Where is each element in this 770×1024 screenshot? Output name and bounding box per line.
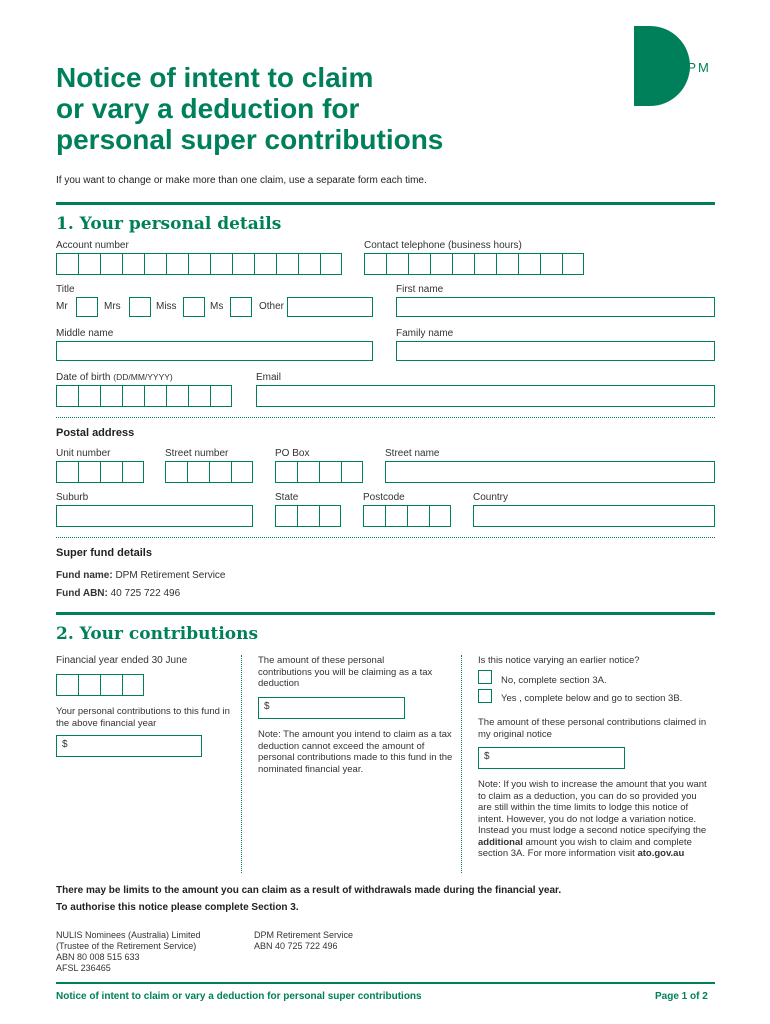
street-name-input[interactable]	[385, 461, 715, 483]
limits-note: There may be limits to the amount you can claim as a result of withdrawals made during the financial year.	[56, 885, 562, 896]
page-title	[56, 62, 576, 155]
service-details	[254, 930, 353, 952]
middle-name-label: Middle name	[56, 328, 114, 339]
first-name-input[interactable]	[396, 297, 715, 317]
ato-link[interactable]: ato.gov.au	[637, 848, 685, 859]
option-no-label: No, complete section 3A.	[501, 675, 607, 686]
unit-number-input[interactable]	[56, 461, 144, 483]
state-label: State	[275, 492, 299, 503]
option-yes-checkbox[interactable]	[478, 689, 492, 703]
claim-amount-label: The amount of these personal contributions you will be claiming as a tax deduction	[258, 655, 433, 689]
financial-year-input[interactable]	[56, 674, 144, 696]
fund-abn-label: Fund ABN:	[56, 588, 108, 599]
street-name-label: Street name	[385, 448, 440, 459]
column-divider	[461, 655, 462, 873]
claim-amount-input[interactable]: $	[258, 697, 405, 719]
page-number: Page 1 of 2	[655, 991, 708, 1002]
street-number-input[interactable]	[165, 461, 253, 483]
postcode-label: Postcode	[363, 492, 405, 503]
trustee-line: (Trustee of the Retirement Service)	[56, 941, 197, 951]
fund-name-value: DPM Retirement Service	[115, 570, 226, 581]
street-number-label: Street number	[165, 448, 229, 459]
claim-note: Note: The amount you intend to claim as a tax deduction cannot exceed the amount of personal contributions made to this fund in the nominated financial year.	[258, 729, 453, 775]
footer-rule	[56, 982, 715, 984]
option-yes-label: Yes , complete below and go to section 3B.	[501, 693, 683, 704]
po-box-label: PO Box	[275, 448, 310, 459]
email-input[interactable]	[256, 385, 715, 407]
title-line-2: or vary a deduction for	[56, 93, 360, 124]
title-mr-checkbox[interactable]	[76, 297, 98, 317]
contact-phone-label: Contact telephone (business hours)	[364, 240, 522, 251]
fund-abn	[56, 588, 180, 599]
trustee-details	[56, 930, 201, 974]
section-rule	[56, 202, 715, 205]
trustee-line: AFSL 236465	[56, 963, 111, 973]
trustee-line: NULIS Nominees (Australia) Limited	[56, 930, 201, 940]
title-miss-label: Miss	[156, 301, 177, 312]
state-input[interactable]	[275, 505, 341, 527]
middle-name-input[interactable]	[56, 341, 373, 361]
suburb-input[interactable]	[56, 505, 253, 527]
footer-title: Notice of intent to claim or vary a deduction for personal super contributions	[56, 991, 422, 1002]
fund-abn-value: 40 725 722 496	[110, 588, 181, 599]
financial-year-label: Financial year ended 30 June	[56, 655, 188, 666]
column-divider	[241, 655, 242, 873]
country-label: Country	[473, 492, 509, 503]
section2-heading: 2. Your contributions	[56, 624, 259, 644]
title-other-label: Other	[259, 301, 285, 312]
service-line: ABN 40 725 722 496	[254, 941, 338, 951]
family-name-input[interactable]	[396, 341, 715, 361]
trustee-line: ABN 80 008 515 633	[56, 952, 140, 962]
title-other-input[interactable]	[287, 297, 373, 317]
fund-name	[56, 570, 225, 581]
title-line-3: personal super contributions	[56, 124, 444, 155]
dob-label-text: Date of birth	[56, 372, 111, 383]
divider	[56, 537, 715, 538]
family-name-label: Family name	[396, 328, 454, 339]
unit-number-label: Unit number	[56, 448, 111, 459]
contributions-amount-input[interactable]: $	[56, 735, 202, 757]
title-ms-label: Ms	[210, 301, 224, 312]
contact-phone-input[interactable]	[364, 253, 584, 275]
title-miss-checkbox[interactable]	[183, 297, 205, 317]
title-ms-checkbox[interactable]	[230, 297, 252, 317]
postal-address-heading: Postal address	[56, 427, 135, 439]
authorise-note: To authorise this notice please complete Section 3.	[56, 902, 299, 913]
dpm-logo-text: DPM	[676, 60, 711, 75]
title-mr-label: Mr	[56, 301, 68, 312]
dob-input[interactable]	[56, 385, 232, 407]
country-input[interactable]	[473, 505, 715, 527]
divider	[56, 417, 715, 418]
title-mrs-checkbox[interactable]	[129, 297, 151, 317]
super-fund-heading: Super fund details	[56, 547, 152, 559]
account-number-input[interactable]	[56, 253, 342, 275]
contributions-label: Your personal contributions to this fund in the above financial year	[56, 706, 230, 729]
suburb-label: Suburb	[56, 492, 89, 503]
fund-name-label: Fund name:	[56, 570, 113, 581]
email-label: Email	[256, 372, 282, 383]
service-line: DPM Retirement Service	[254, 930, 354, 940]
option-no-checkbox[interactable]	[478, 670, 492, 684]
variation-note-text: amount you wish to claim and complete section 3A. For more information visit	[478, 836, 692, 859]
varying-question: Is this notice varying an earlier notice?	[478, 655, 640, 666]
account-number-label: Account number	[56, 240, 129, 251]
title-line-1: Notice of intent to claim	[56, 62, 374, 93]
original-claim-label: The amount of these personal contributions claimed in my original notice	[478, 717, 707, 740]
section-rule	[56, 612, 715, 615]
title-mrs-label: Mrs	[104, 301, 121, 312]
original-claim-input[interactable]: $	[478, 747, 625, 769]
dob-label	[56, 372, 173, 383]
dob-format: (DD/MM/YYYY)	[113, 372, 173, 382]
variation-note-bold: additional	[478, 836, 523, 848]
postcode-input[interactable]	[363, 505, 451, 527]
variation-note	[478, 779, 710, 860]
section1-heading: 1. Your personal details	[56, 214, 282, 234]
variation-note-text: Note: If you wish to increase the amount that you want to claim as a deduction, you can do so provided you are still within the time limits to lodge this notice of intent. However, you do not lodge a variation notice. Instead you must lodge a second notice specifying the	[478, 779, 707, 836]
intro-text: If you want to change or make more than one claim, use a separate form each time.	[56, 175, 427, 186]
first-name-label: First name	[396, 284, 444, 295]
title-label: Title	[56, 284, 75, 295]
po-box-input[interactable]	[275, 461, 363, 483]
